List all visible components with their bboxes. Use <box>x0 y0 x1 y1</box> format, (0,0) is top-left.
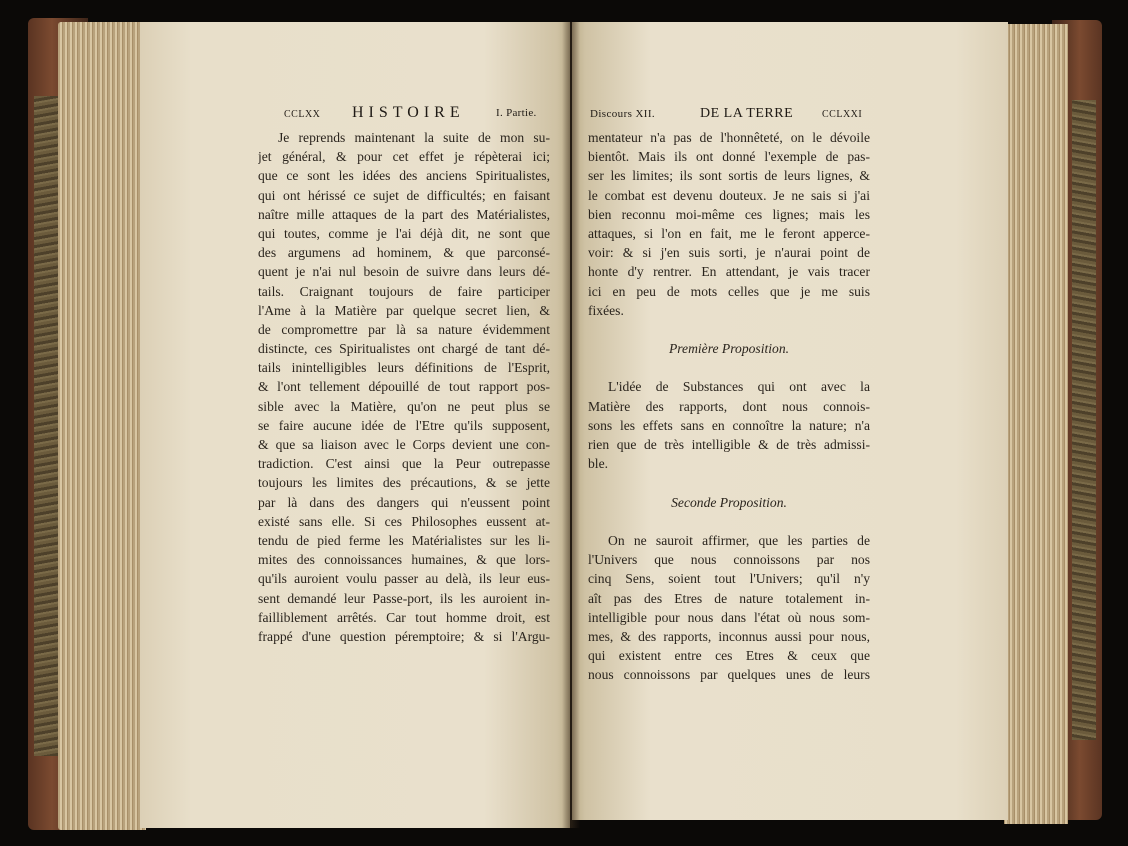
text-line: attaques, si l'on en fait, me le feront apperce- <box>588 225 870 241</box>
text-line: le combat est devenu douteux. Je ne sais si j'ai <box>588 187 870 203</box>
text-line: cinq Sens, soient tout l'Univers; qu'il n'y <box>588 571 870 587</box>
text-line: existé sans elle. Si ces Philosophes eussent at- <box>258 513 550 529</box>
text-line: se faire aucune idée de l'Etre qu'ils supposent, <box>258 417 550 433</box>
right-running-title: DE LA TERRE <box>700 106 794 121</box>
text-line: sent demandé leur Passe-port, ils les auroient in- <box>258 590 550 606</box>
text-line: & que sa liaison avec le Corps devient une con- <box>258 437 550 452</box>
text-line: qui toutes, comme je l'ai déjà dit, ne sont que <box>258 225 550 241</box>
text-line: jet général, & pour cet effet je répèterai ici; <box>258 149 550 165</box>
spacer <box>588 358 870 377</box>
text-line: ser les limites; ils sont sortis de leurs lignes, & <box>588 168 870 184</box>
text-line: toujours les limites des précautions, & se jette <box>258 475 550 491</box>
proposition-heading-2: Seconde Proposition. <box>671 494 787 510</box>
text-line: tradiction. C'est ainsi que la Peur outrepasse <box>258 456 550 472</box>
text-line: & l'ont tellement dépouillé de tout rapport pos- <box>258 379 550 395</box>
text-line: bien reconnu moi-même ces lignes; mais les <box>588 206 870 222</box>
text-line: bientôt. Mais ils ont donné l'exemple de pas- <box>588 149 870 165</box>
right-discourse-label: Discours XII. <box>590 108 656 120</box>
text-line: frappé d'une question péremptoire; & si l'Argu- <box>258 628 550 644</box>
text-line: honte d'y rentrer. En attendant, je vais tracer <box>588 264 870 280</box>
right-body-text <box>588 128 870 684</box>
left-running-head <box>284 104 552 124</box>
text-line: qui existent entre ces Etres & ceux que <box>588 648 870 664</box>
text-line: mentateur n'a pas de l'honnêteté, on le dévoile <box>588 130 870 145</box>
spacer <box>588 473 870 492</box>
left-running-title: HISTOIRE <box>352 104 465 121</box>
text-line: quent je n'ai nul besoin de suivre dans leurs dé- <box>258 264 550 280</box>
left-part-label: I. Partie. <box>496 107 537 119</box>
text-line: fixées. <box>588 302 624 318</box>
text-line: mes, & des rapports, inconnus aussi pour nous, <box>588 628 870 644</box>
left-body-text <box>258 128 550 646</box>
text-line: par là dans des dangers qui n'eussent point <box>258 494 550 510</box>
text-line: de compromettre par là sa nature évidemment <box>258 321 550 337</box>
right-folio: CCLXXI <box>822 109 863 120</box>
text-line: intelligible pour nous dans l'état où nous som- <box>588 609 870 625</box>
left-folio: CCLXX <box>284 109 321 120</box>
text-line: tails. Craignant toujours de faire participer <box>258 283 550 299</box>
text-line: On ne sauroit affirmer, que les parties de <box>608 532 870 548</box>
text-line: ble. <box>588 456 609 472</box>
text-line: que ce sont les idées des anciens Spiritualistes, <box>258 168 550 184</box>
book-gutter <box>562 22 580 828</box>
text-line: L'idée de Substances qui ont avec la <box>608 379 870 395</box>
text-line: Je reprends maintenant la suite de mon su- <box>278 130 550 145</box>
text-line: qui ont hérissé ce sujet de difficultés; en faisant <box>258 187 550 203</box>
text-line: Matière des rapports, dont nous connois- <box>588 398 870 414</box>
right-running-head <box>590 104 863 124</box>
proposition-heading-1: Première Proposition. <box>668 341 790 357</box>
spacer <box>588 512 870 531</box>
text-line: des argumens ad hominem, & que parconsé- <box>258 245 550 261</box>
text-line: failliblement arrêtés. Car tout homme droit, est <box>258 609 550 625</box>
text-line: aît pas des Etres de nature totalement in- <box>588 590 870 606</box>
text-line: l'Ame à la Matière par quelque secret lien, & <box>258 302 550 318</box>
text-line: ici en peu de mots celles que je me suis <box>588 283 870 299</box>
text-line: nous connoissons par quelques unes de leurs <box>588 667 870 683</box>
text-line: tendu de pied ferme les Matérialistes sur les li- <box>258 532 550 548</box>
text-line: voir: & si j'en suis sorti, je n'aurai point de <box>588 245 870 261</box>
left-page-stack <box>58 22 146 830</box>
text-line: qu'ils auroient voulu passer au delà, ils leur eus- <box>258 571 550 587</box>
text-line: tails inintelligibles leurs définitions de l'Esprit, <box>258 360 550 376</box>
text-line: mites des connoissances humaines, & que lors- <box>258 552 550 568</box>
right-marbled-board <box>1072 100 1096 740</box>
text-line: naître mille attaques de la part des Matérialistes, <box>258 206 550 222</box>
text-line: distincte, ces Spiritualistes ont chargé de tant dé- <box>258 341 550 357</box>
spacer <box>588 320 870 339</box>
text-line: sible avec la Matière, qu'on ne peut plus se <box>258 398 550 414</box>
right-page-stack <box>1004 24 1068 824</box>
text-line: sons les effets sans en connoître la nature; n'a <box>588 417 870 433</box>
text-line: rien que de très intelligible & de très admissi- <box>588 437 870 452</box>
text-line: l'Univers que nous connoissons par nos <box>588 552 870 568</box>
